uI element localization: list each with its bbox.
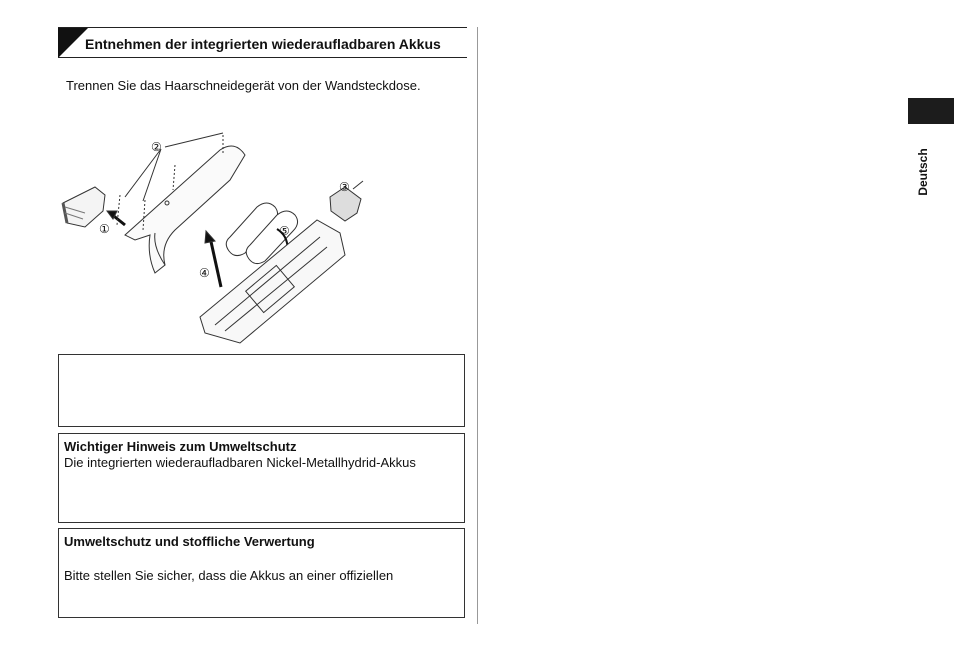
note-box-empty (58, 354, 465, 427)
language-tab (908, 98, 954, 124)
battery-removal-illustration (55, 125, 425, 347)
intro-instruction: Trennen Sie das Haarschneidegerät von der Wandsteckdose. (66, 78, 421, 93)
heading-rule-bottom (58, 57, 467, 58)
heading-rule-top (58, 27, 467, 28)
heading-triangle-icon (58, 28, 88, 58)
column-divider (477, 27, 478, 624)
language-label: Deutsch (916, 148, 930, 196)
callout-2: ② (151, 140, 162, 154)
recycling-notice-title: Umweltschutz und stoffliche Verwertung (64, 534, 315, 549)
recycling-notice-box (58, 528, 465, 618)
section-heading: Entnehmen der integrierten wiederaufladbaren Akkus (85, 36, 441, 52)
environment-notice-body: Die integrierten wiederaufladbaren Nickel-Metallhydrid-Akkus (64, 455, 416, 470)
environment-notice-box (58, 433, 465, 523)
callout-1: ① (99, 222, 110, 236)
environment-notice-title: Wichtiger Hinweis zum Umweltschutz (64, 439, 297, 454)
callout-5: ⑤ (279, 224, 290, 238)
callout-4: ④ (199, 266, 210, 280)
callout-3: ③ (339, 180, 350, 194)
recycling-notice-body: Bitte stellen Sie sicher, dass die Akkus an einer offiziellen (64, 568, 394, 583)
